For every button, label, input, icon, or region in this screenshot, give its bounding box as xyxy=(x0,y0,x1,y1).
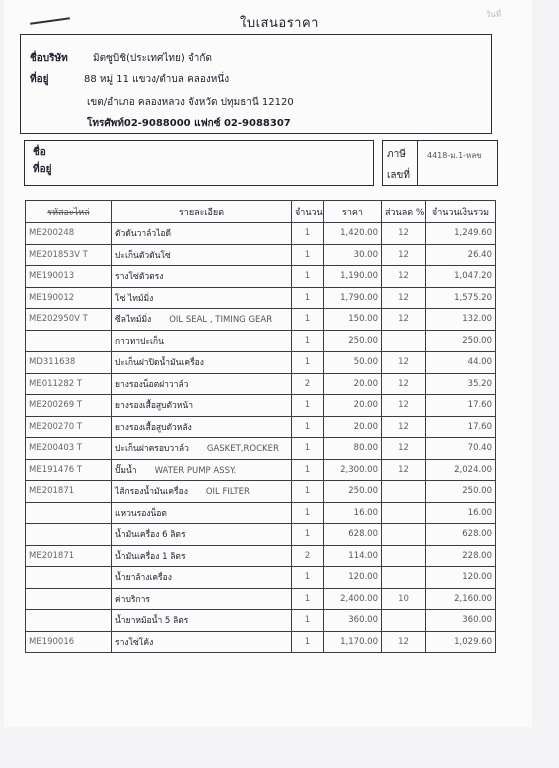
table-row xyxy=(26,545,496,567)
row-description-th: โซ่ ไทม์มิ่ง xyxy=(115,293,154,304)
row-quantity: 1 xyxy=(292,459,324,481)
row-discount xyxy=(382,330,426,352)
row-price: 16.00 xyxy=(324,502,382,524)
company-address-line2: เขต/อำเภอ คลองหลวง จังหวัด ปทุมธานี 12120 xyxy=(87,97,294,108)
row-description xyxy=(112,416,292,438)
row-price: 114.00 xyxy=(324,545,382,567)
row-discount xyxy=(382,610,426,632)
company-info-box xyxy=(20,34,492,134)
tax-label: ภาษี xyxy=(387,149,406,160)
row-part-code: MD311638 xyxy=(26,352,112,374)
row-part-code xyxy=(26,502,112,524)
table-row xyxy=(26,588,496,610)
row-quantity: 1 xyxy=(292,352,324,374)
company-name: มิตซูบิชิ(ประเทศไทย) จำกัด xyxy=(93,53,212,64)
row-description xyxy=(112,502,292,524)
number-label: เลขที่ xyxy=(387,170,410,181)
table-row xyxy=(26,223,496,245)
table-row xyxy=(26,524,496,546)
row-total: 17.60 xyxy=(426,416,496,438)
row-part-code: ME201853V T xyxy=(26,244,112,266)
row-quantity: 1 xyxy=(292,502,324,524)
row-discount xyxy=(382,502,426,524)
row-part-code: ME200270 T xyxy=(26,416,112,438)
row-description xyxy=(112,631,292,653)
row-part-code xyxy=(26,330,112,352)
quotation-items-table xyxy=(25,200,496,653)
row-total: 132.00 xyxy=(426,309,496,331)
company-address-label: ที่อยู่ xyxy=(30,74,49,85)
table-row xyxy=(26,352,496,374)
row-quantity: 1 xyxy=(292,567,324,589)
row-price: 360.00 xyxy=(324,610,382,632)
row-quantity: 1 xyxy=(292,223,324,245)
row-quantity: 1 xyxy=(292,416,324,438)
table-header-row xyxy=(26,201,496,223)
row-total: 70.40 xyxy=(426,438,496,460)
row-description-th: ปะเก็นฝาครอบวาล์ว xyxy=(115,444,189,455)
row-total: 16.00 xyxy=(426,502,496,524)
table-row xyxy=(26,631,496,653)
row-price: 2,400.00 xyxy=(324,588,382,610)
row-discount: 12 xyxy=(382,266,426,288)
row-discount: 12 xyxy=(382,287,426,309)
table-row xyxy=(26,373,496,395)
table-row xyxy=(26,438,496,460)
row-description-en: OIL SEAL , TIMING GEAR xyxy=(169,315,273,326)
row-quantity: 1 xyxy=(292,524,324,546)
row-discount xyxy=(382,481,426,503)
row-discount: 12 xyxy=(382,459,426,481)
row-description xyxy=(112,588,292,610)
table-row xyxy=(26,244,496,266)
row-description xyxy=(112,459,292,481)
row-quantity: 1 xyxy=(292,610,324,632)
row-part-code: ME200403 T xyxy=(26,438,112,460)
row-total: 228.00 xyxy=(426,545,496,567)
row-description-th: น้ำมันเครื่อง 6 ลิตร xyxy=(115,530,186,541)
row-description xyxy=(112,373,292,395)
row-discount: 12 xyxy=(382,309,426,331)
row-quantity: 1 xyxy=(292,395,324,417)
row-description xyxy=(112,352,292,374)
faint-date-label: วันที่ xyxy=(485,10,501,19)
row-quantity: 1 xyxy=(292,266,324,288)
row-description xyxy=(112,524,292,546)
header-quantity: จำนวน xyxy=(292,201,324,223)
row-part-code: ME191476 T xyxy=(26,459,112,481)
row-description-th: รางโซ่ตัวตรง xyxy=(115,272,164,283)
row-discount: 12 xyxy=(382,373,426,395)
row-discount: 12 xyxy=(382,631,426,653)
row-discount xyxy=(382,545,426,567)
row-price: 30.00 xyxy=(324,244,382,266)
row-part-code: ME190013 xyxy=(26,266,112,288)
row-total: 1,047.20 xyxy=(426,266,496,288)
row-description xyxy=(112,244,292,266)
row-discount xyxy=(382,524,426,546)
row-description-th: ไส้กรองน้ำมันเครื่อง xyxy=(115,487,188,498)
row-quantity: 1 xyxy=(292,438,324,460)
row-part-code: ME202950V T xyxy=(26,309,112,331)
row-description xyxy=(112,438,292,460)
row-description-th: ยางรองน็อตฝาวาล์ว xyxy=(115,379,189,390)
row-quantity: 1 xyxy=(292,481,324,503)
row-part-code xyxy=(26,610,112,632)
row-total: 44.00 xyxy=(426,352,496,374)
row-description-th: ยางรองเสื้อสูบตัวหลัง xyxy=(115,422,192,433)
row-total: 360.00 xyxy=(426,610,496,632)
row-quantity: 1 xyxy=(292,588,324,610)
row-description-th: รางโซ่โค้ง xyxy=(115,637,154,648)
header-description: รายละเอียด xyxy=(112,201,292,223)
table-row xyxy=(26,502,496,524)
row-description-th: น้ำยาหม้อน้ำ 5 ลิตร xyxy=(115,616,189,627)
row-total: 2,160.00 xyxy=(426,588,496,610)
row-total: 120.00 xyxy=(426,567,496,589)
row-price: 20.00 xyxy=(324,373,382,395)
row-price: 250.00 xyxy=(324,481,382,503)
tax-box-divider xyxy=(417,141,418,185)
row-description xyxy=(112,309,292,331)
row-part-code: ME200269 T xyxy=(26,395,112,417)
row-part-code xyxy=(26,524,112,546)
row-price: 1,190.00 xyxy=(324,266,382,288)
row-quantity: 1 xyxy=(292,631,324,653)
row-part-code: ME201871 xyxy=(26,481,112,503)
row-total: 628.00 xyxy=(426,524,496,546)
row-total: 1,249.60 xyxy=(426,223,496,245)
row-price: 1,420.00 xyxy=(324,223,382,245)
row-description-en: GASKET,ROCKER xyxy=(206,444,279,455)
company-address-line1: 88 หมู่ 11 แขวง/ตำบล คลองหนึ่ง xyxy=(84,74,230,85)
header-total: จำนวนเงินรวม xyxy=(426,201,496,223)
row-description xyxy=(112,266,292,288)
row-description-th: น้ำมันเครื่อง 1 ลิตร xyxy=(115,551,186,562)
row-description-th: ยางรองเสื้อสูบตัวหน้า xyxy=(115,401,193,412)
row-total: 1,029.60 xyxy=(426,631,496,653)
row-description xyxy=(112,610,292,632)
header-price: ราคา xyxy=(324,201,382,223)
tax-info-box xyxy=(382,140,498,186)
row-discount: 12 xyxy=(382,395,426,417)
row-description xyxy=(112,567,292,589)
customer-address-label: ที่อยู่ xyxy=(33,164,52,175)
row-total: 1,575.20 xyxy=(426,287,496,309)
row-discount: 12 xyxy=(382,438,426,460)
row-price: 150.00 xyxy=(324,309,382,331)
row-price: 20.00 xyxy=(324,416,382,438)
row-quantity: 1 xyxy=(292,330,324,352)
customer-info-box xyxy=(24,140,374,186)
row-description-th: ปั๊มน้ำ xyxy=(115,465,137,476)
row-description-th: ค่าบริการ xyxy=(115,594,150,605)
tax-value: 4418-ม.1-หลข xyxy=(427,151,482,160)
table-row xyxy=(26,459,496,481)
row-description-th: ตัวดันวาล์วไอดี xyxy=(115,229,172,240)
row-description xyxy=(112,330,292,352)
row-part-code xyxy=(26,588,112,610)
row-total: 250.00 xyxy=(426,330,496,352)
company-name-label: ชื่อบริษัท xyxy=(30,53,68,64)
row-price: 50.00 xyxy=(324,352,382,374)
row-part-code: ME190016 xyxy=(26,631,112,653)
row-description-en: WATER PUMP ASSY. xyxy=(154,465,237,476)
row-part-code: ME011282 T xyxy=(26,373,112,395)
row-quantity: 1 xyxy=(292,309,324,331)
row-discount: 10 xyxy=(382,588,426,610)
row-quantity: 1 xyxy=(292,244,324,266)
row-description xyxy=(112,395,292,417)
row-description xyxy=(112,223,292,245)
row-discount: 12 xyxy=(382,223,426,245)
table-row xyxy=(26,330,496,352)
table-row xyxy=(26,567,496,589)
row-price: 250.00 xyxy=(324,330,382,352)
row-price: 1,170.00 xyxy=(324,631,382,653)
row-description xyxy=(112,545,292,567)
row-description-th: กาวทาปะเก็น xyxy=(115,336,164,347)
row-part-code: ME201871 xyxy=(26,545,112,567)
table-row xyxy=(26,287,496,309)
table-row xyxy=(26,395,496,417)
row-description xyxy=(112,481,292,503)
row-quantity: 2 xyxy=(292,545,324,567)
customer-name-label: ชื่อ xyxy=(33,147,46,158)
row-quantity: 1 xyxy=(292,287,324,309)
row-quantity: 2 xyxy=(292,373,324,395)
row-total: 26.40 xyxy=(426,244,496,266)
header-discount: ส่วนลด % xyxy=(382,201,426,223)
table-row xyxy=(26,416,496,438)
row-price: 20.00 xyxy=(324,395,382,417)
row-total: 17.60 xyxy=(426,395,496,417)
row-description-th: น้ำยาล้างเครื่อง xyxy=(115,573,172,584)
row-description-th: ปะเก็นฝาปิดน้ำมันเครื่อง xyxy=(115,358,204,369)
row-total: 250.00 xyxy=(426,481,496,503)
row-price: 2,300.00 xyxy=(324,459,382,481)
row-total: 2,024.00 xyxy=(426,459,496,481)
row-description-th: ปะเก็นตัวดันโซ่ xyxy=(115,250,171,261)
row-discount: 12 xyxy=(382,244,426,266)
table-row xyxy=(26,610,496,632)
row-total: 35.20 xyxy=(426,373,496,395)
row-price: 1,790.00 xyxy=(324,287,382,309)
row-part-code: ME190012 xyxy=(26,287,112,309)
row-description-th: ซีลไทม์มิ่ง xyxy=(115,315,152,326)
row-price: 628.00 xyxy=(324,524,382,546)
company-phone: โทรศัพท์02-9088000 แฟกซ์ 02-9088307 xyxy=(87,118,291,129)
row-discount: 12 xyxy=(382,352,426,374)
document-title: ใบเสนอราคา xyxy=(240,16,319,31)
header-part-code: รหัสอะไหล่ xyxy=(26,201,112,223)
row-description xyxy=(112,287,292,309)
table-row xyxy=(26,481,496,503)
row-discount xyxy=(382,567,426,589)
row-description-en: OIL FILTER xyxy=(205,487,250,498)
row-description-th: แหวนรองน็อต xyxy=(115,508,167,519)
row-price: 80.00 xyxy=(324,438,382,460)
table-row xyxy=(26,309,496,331)
table-row xyxy=(26,266,496,288)
row-part-code xyxy=(26,567,112,589)
row-price: 120.00 xyxy=(324,567,382,589)
row-part-code: ME200248 xyxy=(26,223,112,245)
row-discount: 12 xyxy=(382,416,426,438)
